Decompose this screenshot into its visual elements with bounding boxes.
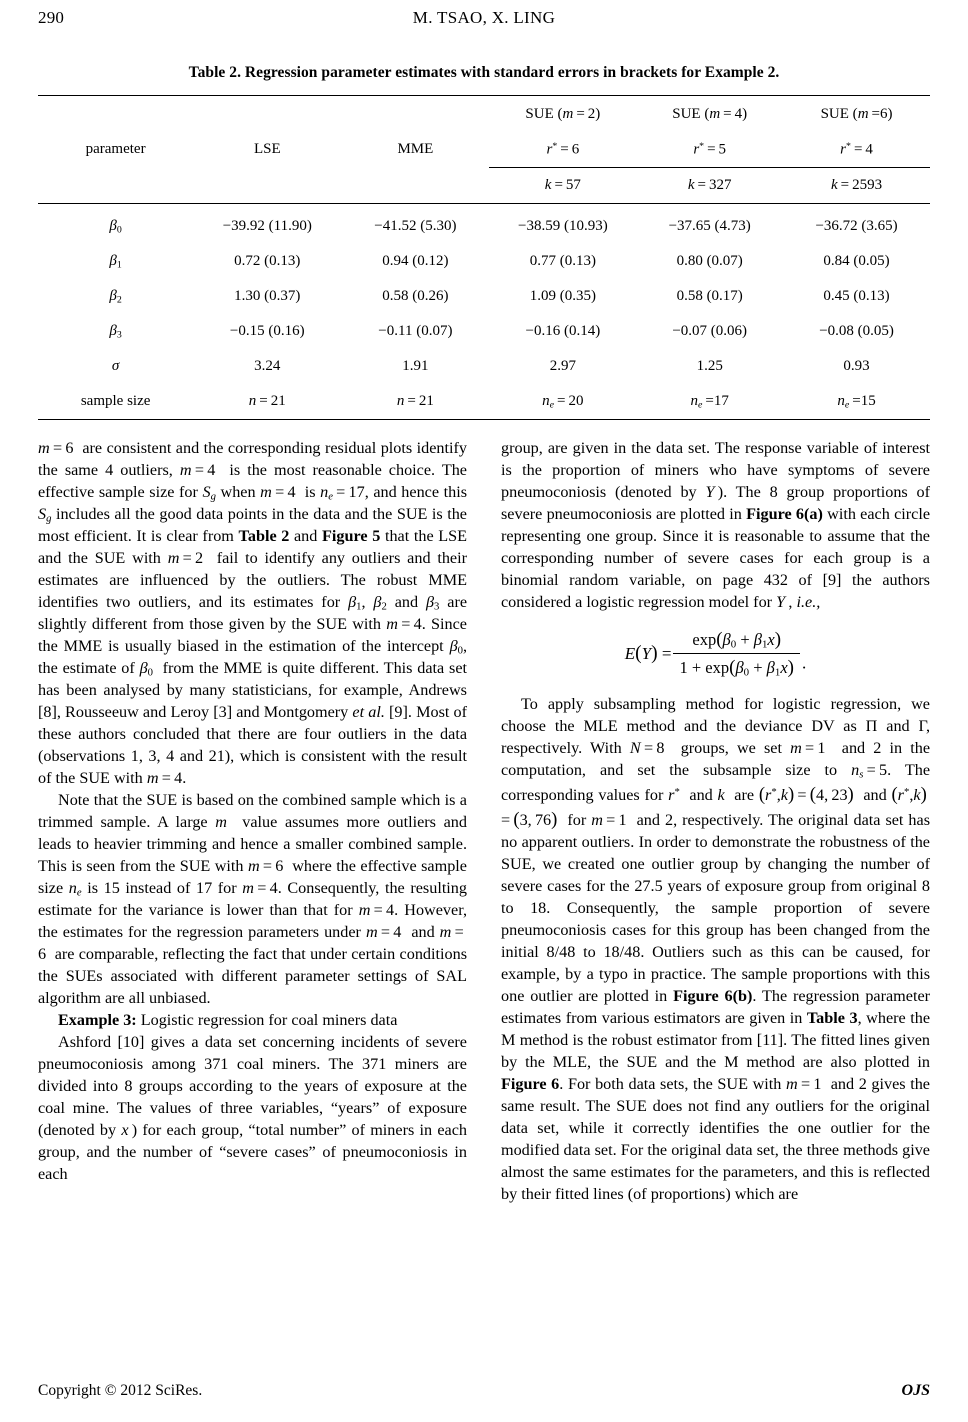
figure-reference: Figure 5	[322, 527, 381, 546]
table-header-group-row	[38, 96, 930, 133]
text-run: are	[734, 786, 755, 804]
table-caption: Table 2. Regression parameter estimates with standard errors in brackets for Example 2.	[188, 64, 780, 81]
text-run: is 15 instead of 17 for	[87, 879, 237, 897]
cell-beta1-sue2: 0.77 (0.13)	[529, 253, 596, 269]
symbol-pi: Π	[865, 716, 878, 735]
page-footer	[38, 1382, 930, 1400]
text-run: groups, we set	[680, 738, 782, 757]
text-run: and 2 in the computation, and set the subsample size to	[501, 738, 931, 779]
cell-beta2-sue4: 0.58 (0.17)	[676, 288, 743, 304]
figure-reference: Figure 6	[501, 1074, 560, 1093]
left-column	[38, 438, 467, 1206]
cell-beta1-sue4: 0.80 (0.07)	[676, 253, 743, 269]
table-row	[38, 244, 930, 279]
equation-trailing-period: .	[801, 652, 807, 672]
text-run: . For both data sets, the SUE with	[559, 1074, 782, 1093]
cell-beta0-sue4: −37.65 (4.73)	[668, 218, 751, 234]
table-row	[38, 204, 930, 245]
equation-denominator: $1 + \exp(\beta_0 + \beta_1x)$	[679, 657, 794, 680]
figure-reference: Figure 6(b)	[673, 987, 753, 1006]
cell-beta1-mme: 0.94 (0.12)	[382, 253, 449, 269]
hdr-k-3: k = 2593	[783, 168, 930, 204]
text-run: ). The 8 group proportions of severe pneumoconiosis are plotted in	[501, 482, 931, 523]
cell-sigma-sue6: 0.93	[843, 358, 870, 374]
text-run: and 2, respectively. The original data set has no apparent outliers. In order to demonstrate the robustness of the SUE, we created one outlier group by changing the number of severe cases for the 27.5 years of exposure group from original 8 to 18. Consequently, the sample proportion of severe pneumoconiosis cases for this group has been changed from the initial 8/48 to 18/48. Outliers such as this can be caused, for example, by a typo in practice. The sample proportions with this one outlier are plotted in	[501, 811, 930, 1006]
hdr-blank-5	[193, 168, 341, 204]
hdr-sue-m4: SUE (m = 4)	[636, 96, 783, 133]
table-reference: Table 3	[806, 1009, 858, 1028]
figure-reference: Figure 6(a)	[746, 504, 823, 523]
cell-beta3-sue4: −0.07 (0.06)	[672, 323, 748, 339]
right-column	[501, 438, 930, 1206]
cell-beta3-mme: −0.11 (0.07)	[378, 323, 453, 339]
row-label-sample-size: sample size	[38, 384, 193, 420]
row-param-sigma: σ	[111, 358, 120, 374]
cell-beta2-lse: 1.30 (0.37)	[234, 288, 301, 304]
running-head	[38, 8, 930, 42]
hdr-blank-2	[193, 96, 341, 133]
text-run: is	[304, 482, 316, 501]
text-run: , where the M method is the robust estimator from [11]. The fitted lines given by the MLE, the SUE and the M method are also plotted in	[501, 1009, 931, 1071]
cell-beta3-sue2: −0.16 (0.14)	[525, 323, 601, 339]
text-run: for	[567, 811, 587, 830]
cell-beta0-sue6: −36.72 (3.65)	[815, 218, 898, 234]
text-run: , the estimate of	[38, 637, 468, 678]
example-title: Logistic regression for coal miners data	[140, 1010, 398, 1029]
cell-n-mme: n = 21	[341, 384, 489, 420]
text-run: [9]. Most of these authors concluded that there are four outliers in the data (observations 1, 3, 4 and 21), which is consistent with the result of the SUE with	[38, 703, 467, 788]
text-run: with each circle representing one group. Since it is reasonable to assume that the corresponding number of severe cases for each group is a binomial random variable, on page 432 of [9] the authors considered a logistic regression model for	[501, 504, 931, 611]
text-run: and	[394, 593, 419, 612]
regression-estimates-table	[38, 95, 930, 420]
text-run: ,	[788, 592, 793, 611]
text-run: . The corresponding values for	[501, 760, 931, 804]
text-run: group, are given in the data set. The response variable of interest is the proportion of miners who have symptoms of severe pneumoconiosis (denoted by	[501, 439, 930, 501]
text-run: . Consequently, the resulting estimate for the variance is lower than that for	[38, 879, 467, 920]
hdr-blank-3	[341, 96, 489, 133]
example-label: Example 3:	[58, 1010, 137, 1029]
hdr-k-1: k = 57	[489, 168, 636, 204]
table-row	[38, 279, 930, 314]
cell-beta0-lse: −39.92 (11.90)	[222, 218, 312, 234]
cell-sigma-sue4: 1.25	[696, 358, 723, 374]
table-2-container	[38, 64, 930, 420]
table-reference: Table 2	[238, 527, 290, 546]
cell-ne-sue2: $n_e = 20$	[489, 384, 636, 420]
cell-ne-sue6: $n_e =15$	[783, 384, 930, 420]
page	[0, 8, 968, 1422]
hdr-rstar-2: r* = 5	[636, 132, 783, 168]
text-run: Ashford [10] gives a data set concerning incidents of severe pneumoconiosis among 371 coal miners. The 371 miners are divided into 8 groups according to the years of exposure at the coal mine. The values of three variables, “years” of exposure (denoted by	[38, 1032, 467, 1139]
paragraph-response-variable: group, are given in the data set. The response variable of interest is the proportion of miners who have symptoms of severe pneumoconiosis (denoted by Y ). The 8 group proportions of severe pneumoconiosis are plotted in Figure 6(a) with each circle representing one group. Since it is reasonable to assume that the corresponding number of severe cases for each group is a binomial random variable, on page 432 of [9] the authors considered a logistic regression model for Y , i.e.,	[501, 439, 931, 611]
equation-numerator: $\exp(\beta_0 + \beta_1x)$	[673, 627, 800, 655]
hdr-sue-m2: SUE (m = 2)	[489, 96, 636, 133]
body-columns	[38, 438, 930, 1206]
hdr-sue-m6: SUE (m =6)	[783, 96, 930, 133]
text-run: . The regression parameter estimates from various estimators are given in	[501, 987, 931, 1028]
paragraph-continued: m = 6 are consistent and the corresponding residual plots identify the same 4 outliers, m = 4 is the most reasonable choice. The effective sample size for $S_g$ when m = 4 is $n_e = 17$, and hence this $S_g$ includes all the good data points in the data and the SUE is the most efficient. It is clear from Table 2 and Figure 5 that the LSE and the SUE with m = 2 fail to identify any outliers and their estimates are influenced by the outliers. The robust MME identifies two outliers, and its estimates for $\beta_1$, $\beta_2$ and $\beta_3$ are slightly different from those given by the SUE with m = 4. Since the MME is usually biased in the estimation of the intercept $\beta_0$, the estimate of $\beta_0$ from the MME is quite different. This data set has been analysed by many statisticians, for example, Andrews [8], Rousseeuw and Leroy [3] and Montgomery et al. [9]. Most of these authors concluded that there are four outliers in the data (observations 1, 3, 4 and 21), which is consistent with the result of the SUE with m = 4.	[38, 439, 468, 788]
text-run: and 2 gives the same result. The SUE does not find any outliers for the original data set, while it correctly identifies the one outlier for the modified data set. For the original data set, the three methods give almost the same estimates for the parameters, and this is reflected by their fitted lines (of proportions) which are	[501, 1074, 930, 1203]
hdr-blank-1	[38, 96, 193, 133]
text-run: and	[886, 716, 910, 735]
running-title: M. TSAO, X. LING	[412, 8, 556, 27]
text-run: includes all the good data points in the data and the SUE is the most efficient. It is clear from	[38, 505, 467, 546]
text-run: are consistent and the corresponding residual plots identify the same 4 outliers,	[38, 439, 467, 479]
cell-beta3-lse: −0.15 (0.16)	[229, 323, 305, 339]
cell-beta2-mme: 0.58 (0.26)	[382, 288, 449, 304]
symbol-gamma: Γ	[918, 716, 926, 735]
text-run-italic: et al.	[352, 703, 385, 722]
text-run: and	[294, 527, 318, 546]
text-run: and	[411, 923, 435, 942]
cell-ne-sue4: $n_e =17$	[636, 384, 783, 420]
hdr-blank-6	[341, 168, 489, 204]
cell-beta0-mme: −41.52 (5.30)	[374, 218, 457, 234]
text-run: are slightly different from those given by the SUE with	[38, 593, 468, 634]
hdr-k-2: k = 327	[636, 168, 783, 204]
row-param-beta3: $\beta_3$	[109, 322, 122, 341]
text-run: when	[220, 482, 256, 501]
row-param-beta2: $\beta_2$	[109, 287, 122, 306]
text-run-italic: i.e.,	[796, 592, 821, 611]
hdr-rstar-1: r* = 6	[489, 132, 636, 168]
hdr-mme: MME	[397, 141, 434, 158]
text-run: where the effective sample size	[38, 857, 467, 897]
text-run: and	[689, 786, 713, 804]
text-run: fail to identify any outliers and their estimates are influenced by the outliers. The robust MME identifies two outliers, and its estimates for	[38, 549, 467, 612]
paragraph-ashford-data: Ashford [10] gives a data set concerning incidents of severe pneumoconiosis among 371 coal miners. The 371 miners are divided into 8 groups according to the years of exposure at the coal mine. The values of three variables, “years” of exposure (denoted by x ) for each group, “total number” of miners in each group, and the number of “severe cases” of pneumoconiosis in each	[38, 1032, 467, 1183]
paragraph-example-3	[38, 1010, 467, 1032]
hdr-lse: LSE	[253, 141, 281, 158]
text-run: , respectively. With	[501, 716, 930, 757]
text-run: from the MME is quite different. This data set has been analysed by many statisticians, for example, Andrews [8], Rousseeuw and Leroy [3] and Montgomery	[38, 659, 468, 722]
page-number: 290	[38, 8, 65, 27]
cell-beta0-sue2: −38.59 (10.93)	[517, 218, 608, 234]
cell-beta1-lse: 0.72 (0.13)	[234, 253, 301, 269]
cell-sigma-lse: 3.24	[254, 358, 281, 374]
paragraph-sue-trimming: Note that the SUE is based on the combined sample which is a trimmed sample. A large m value assumes more outliers and leads to heavier trimming and hence a smaller combined sample. This is seen from the SUE with m = 6 where the effective sample size $n_e$ is 15 instead of 17 for m = 4. Consequently, the resulting estimate for the variance is lower than that for m = 4. However, the estimates for the regression parameters under m = 4 and m = 6 are comparable, reflecting the fact that under certain conditions the SUEs associated with different parameter settings of SAL algorithm are all unbiased.	[38, 791, 468, 1007]
journal-abbreviation: OJS	[901, 1382, 930, 1399]
table-row	[38, 349, 930, 384]
table-header-k-row	[38, 168, 930, 204]
text-run: ) for each group, “total number” of miners in each group, and the number of “severe cases” of pneumoconiosis in each	[38, 1120, 467, 1183]
cell-beta1-sue6: 0.84 (0.05)	[823, 253, 890, 269]
text-run: , and hence this	[364, 482, 468, 501]
text-run: is the most reasonable choice. The effective sample size for	[38, 460, 467, 501]
text-run: are comparable, reflecting the fact that under certain conditions the SUEs associated with different parameter settings of SAL algorithm are all unbiased.	[38, 945, 468, 1007]
cell-n-lse: n = 21	[193, 384, 341, 420]
equation-fraction	[673, 627, 800, 681]
table-header-r-row	[38, 132, 930, 168]
row-param-beta0: $\beta_0$	[109, 217, 122, 236]
row-param-beta1: $\beta_1$	[109, 252, 122, 271]
equation-lhs: E(Y) =	[624, 642, 672, 664]
copyright-notice: Copyright © 2012 SciRes.	[38, 1382, 203, 1399]
table-row-sample-size	[38, 384, 930, 420]
cell-sigma-sue2: 2.97	[549, 358, 576, 374]
hdr-blank-4	[38, 168, 193, 204]
text-run: To apply subsampling method for logistic regression, we choose the MLE method and the deviance DV as	[501, 695, 930, 735]
text-run: . However, the estimates for the regression parameters under	[38, 901, 468, 942]
cell-beta2-sue2: 1.09 (0.35)	[529, 288, 596, 304]
hdr-parameter: parameter	[85, 141, 146, 158]
logistic-model-equation	[501, 627, 930, 681]
paragraph-subsampling-setup: To apply subsampling method for logistic regression, we choose the MLE method and the deviance DV as Π and Γ, respectively. With N = 8 groups, we set m = 1 and 2 in the computation, and set the subsample size to $n_s = 5$. The corresponding values for r* and k are (r*,k) = (4, 23) and (r*,k) = (3, 76) for m = 1 and 2, respectively. The original data set has no apparent outliers. In order to demonstrate the robustness of the SUE, we created one outlier group by changing the number of severe cases for the 27.5 years of exposure group from original 8 to 18. Consequently, the sample proportion of severe pneumoconiosis cases for this group has been changed from the initial 8/48 to 18/48. Outliers such as this can be caused, for example, by a typo in practice. The sample proportions with this one outlier are plotted in Figure 6(b). The regression parameter estimates from various estimators are given in Table 3, where the M method is the robust estimator from [11]. The fitted lines given by the MLE, the SUE and the M method are also plotted in Figure 6. For both data sets, the SUE with m = 1 and 2 gives the same result. The SUE does not find any outliers for the original data set, while it correctly identifies the one outlier for the modified data set. For the original data set, the three methods give almost the same estimates for the parameters, and this is reflected by their fitted lines (of proportions) which are	[501, 695, 931, 1203]
text-run: .	[182, 769, 187, 788]
hdr-rstar-3: r* = 4	[783, 132, 930, 168]
text-run: value assumes more outliers and leads to heavier trimming and hence a smaller combined sample. This is seen from the SUE with	[38, 813, 467, 876]
cell-sigma-mme: 1.91	[402, 358, 429, 374]
text-run: and	[863, 786, 887, 804]
cell-beta2-sue6: 0.45 (0.13)	[823, 288, 890, 304]
text-run: Note that the SUE is based on the combined sample which is a trimmed sample. A large	[38, 791, 467, 832]
table-row	[38, 314, 930, 349]
text-run: . Since the MME is usually biased in the estimation of the intercept	[38, 615, 467, 656]
text-run: that the LSE and the SUE with	[38, 527, 468, 568]
cell-beta3-sue6: −0.08 (0.05)	[819, 323, 894, 339]
